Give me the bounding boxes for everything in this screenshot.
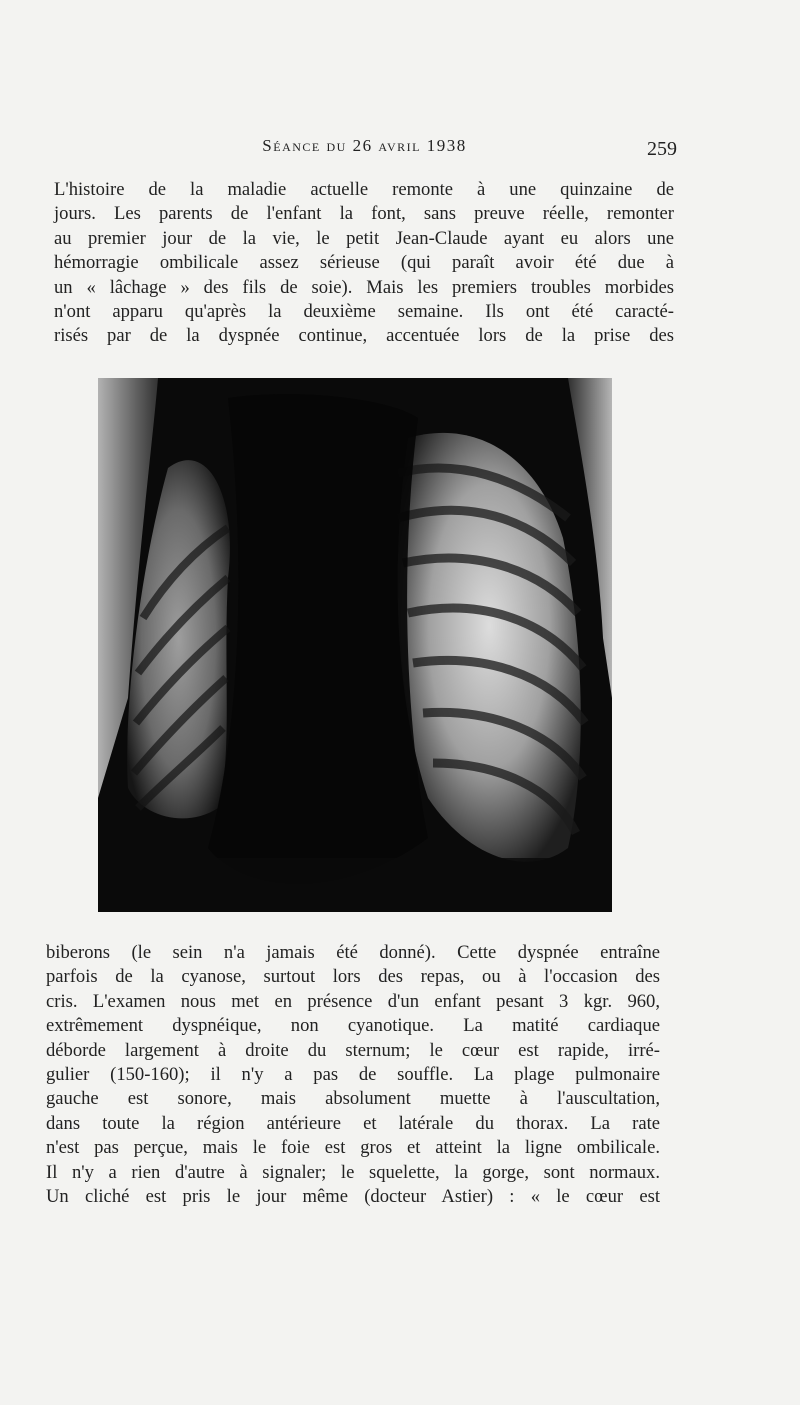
text-line: biberons (le sein n'a jamais été donné). Cette dyspnée entraîne — [46, 942, 660, 963]
text-line: cris. L'examen nous met en présence d'un enfant pesant 3 kgr. 960, — [46, 990, 660, 1012]
paragraph-bottom — [46, 941, 660, 1209]
text-line: n'ont apparu qu'après la deuxième semaine. Ils ont été caracté- — [54, 301, 674, 323]
text-line: n'est pas perçue, mais le foie est gros et atteint la ligne ombilicale. — [46, 1137, 660, 1159]
page-number: 259 — [647, 138, 677, 160]
text-line: risés par de la dyspnée continue, accentuée lors de la prise des — [54, 325, 674, 347]
text-line: un « lâchage » des fils de soie). Mais les premiers troubles morbides — [54, 276, 674, 298]
chest-xray-image — [98, 378, 612, 912]
text-line: Un cliché est pris le jour même (docteur Astier) : « le cœur est — [46, 1186, 660, 1208]
text-line: extrêmement dyspnéique, non cyanotique. La matité cardiaque — [46, 1015, 660, 1037]
running-header — [52, 136, 677, 168]
text-line: hémorragie ombilicale assez sérieuse (qui paraît avoir été due à — [54, 252, 674, 274]
text-line: au premier jour de la vie, le petit Jean-Claude ayant eu alors une — [54, 227, 674, 249]
text-line: L'histoire de la maladie actuelle remonte à une quinzaine de — [54, 179, 674, 200]
text-line: gauche est sonore, mais absolument muette à l'auscultation, — [46, 1088, 660, 1110]
text-line: Il n'y a rien d'autre à signaler; le squelette, la gorge, sont normaux. — [46, 1161, 660, 1183]
text-line: gulier (150-160); il n'y a pas de souffle. La plage pulmonaire — [46, 1064, 660, 1086]
xray-illustration — [98, 378, 612, 912]
text-line: parfois de la cyanose, surtout lors des repas, ou à l'occasion des — [46, 966, 660, 988]
text-line: déborde largement à droite du sternum; le cœur est rapide, irré- — [46, 1039, 660, 1061]
running-title: Séance du 26 avril 1938 — [262, 136, 467, 155]
text-line: dans toute la région antérieure et latérale du thorax. La rate — [46, 1112, 660, 1134]
paragraph-top — [54, 178, 674, 349]
text-line: jours. Les parents de l'enfant la font, sans preuve réelle, remonter — [54, 203, 674, 225]
